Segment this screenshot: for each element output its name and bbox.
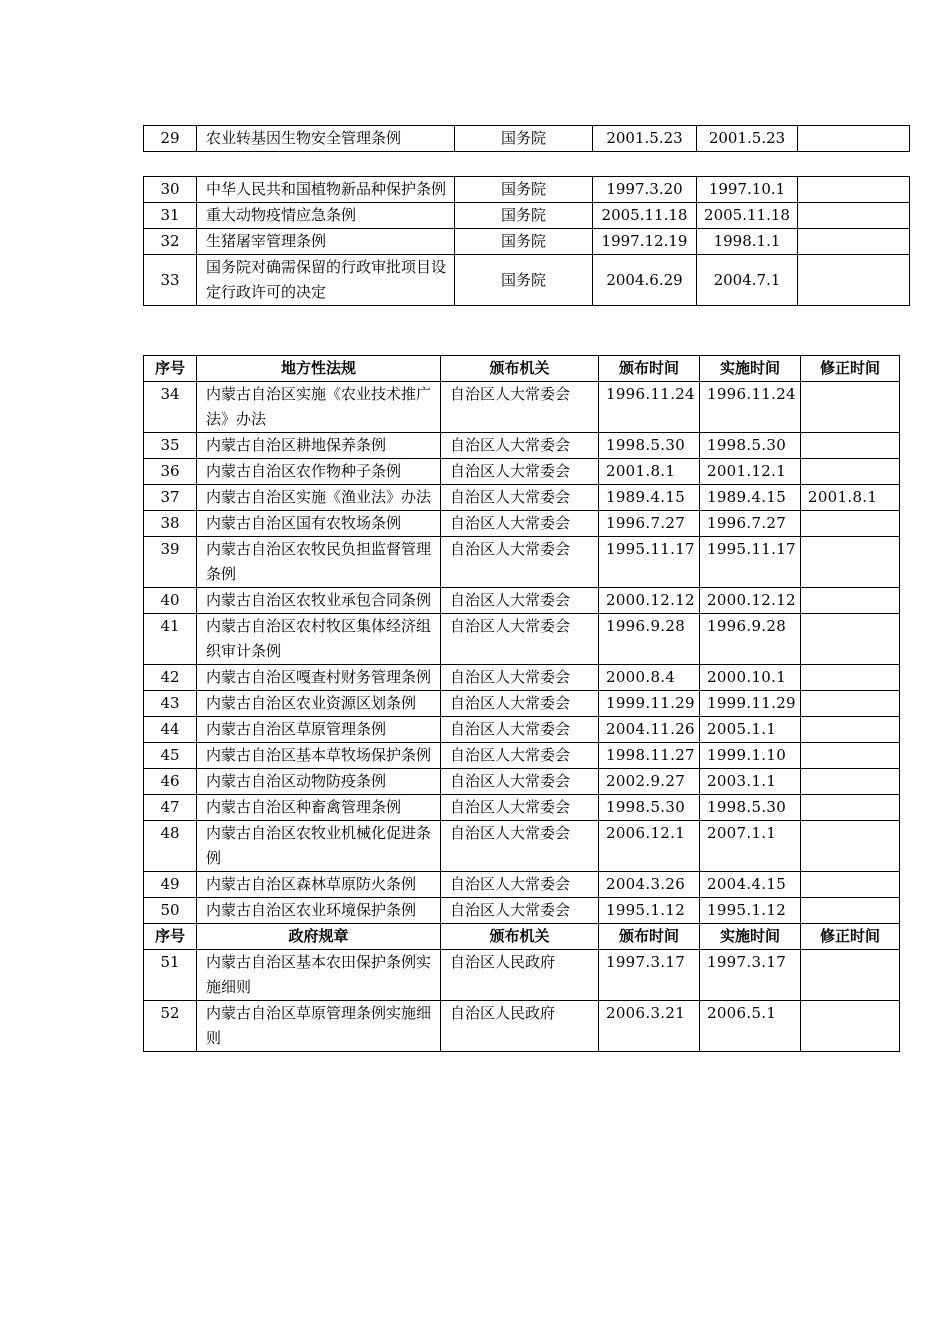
- effective-date: 1997.10.1: [697, 177, 798, 203]
- revision-date: [801, 795, 900, 821]
- revision-date: [798, 126, 910, 152]
- national-regulations-table-part1: [143, 125, 910, 152]
- regulation-name: 内蒙古自治区农牧业承包合同条例: [197, 588, 441, 614]
- issuing-authority: 自治区人大常委会: [441, 511, 599, 537]
- regulation-name: 中华人民共和国植物新品种保护条例: [197, 177, 455, 203]
- issuing-authority: 自治区人大常委会: [441, 872, 599, 898]
- table-row: [144, 795, 900, 821]
- revision-date: [801, 459, 900, 485]
- table-row: [144, 203, 910, 229]
- regulation-name: 农业转基因生物安全管理条例: [197, 126, 455, 152]
- effective-date: 1995.11.17: [700, 537, 801, 588]
- effective-date: 1998.5.30: [700, 795, 801, 821]
- publish-date: 1997.3.20: [593, 177, 697, 203]
- publish-date: 1989.4.15: [599, 485, 700, 511]
- regulation-name: 重大动物疫情应急条例: [197, 203, 455, 229]
- header-no: 序号: [144, 356, 197, 382]
- table-row: [144, 1001, 900, 1052]
- effective-date: 1996.9.28: [700, 614, 801, 665]
- revision-date: [801, 588, 900, 614]
- regulation-name: 内蒙古自治区基本农田保护条例实施细则: [197, 950, 441, 1001]
- table-row: [144, 382, 900, 433]
- table-row: [144, 229, 910, 255]
- issuing-authority: 自治区人大常委会: [441, 382, 599, 433]
- table-row: [144, 769, 900, 795]
- effective-date: 1997.3.17: [700, 950, 801, 1001]
- table-row: [144, 459, 900, 485]
- row-number: 39: [144, 537, 197, 588]
- revision-date: [801, 433, 900, 459]
- row-number: 49: [144, 872, 197, 898]
- issuing-authority: 自治区人大常委会: [441, 537, 599, 588]
- regulation-name: 内蒙古自治区农牧业机械化促进条例: [197, 821, 441, 872]
- revision-date: [801, 691, 900, 717]
- regulation-name: 内蒙古自治区草原管理条例实施细则: [197, 1001, 441, 1052]
- row-number: 51: [144, 950, 197, 1001]
- revision-date: [801, 717, 900, 743]
- header-row: [144, 924, 900, 950]
- issuing-authority: 自治区人民政府: [441, 1001, 599, 1052]
- revision-date: [798, 255, 910, 306]
- table-body: [144, 177, 910, 306]
- row-number: 52: [144, 1001, 197, 1052]
- header-eff: 实施时间: [700, 924, 801, 950]
- header-org: 颁布机关: [441, 356, 599, 382]
- regulation-name: 国务院对确需保留的行政审批项目设定行政许可的决定: [197, 255, 455, 306]
- revision-date: [798, 203, 910, 229]
- row-number: 34: [144, 382, 197, 433]
- issuing-authority: 国务院: [455, 126, 593, 152]
- issuing-authority: 自治区人大常委会: [441, 588, 599, 614]
- regulation-name: 内蒙古自治区动物防疫条例: [197, 769, 441, 795]
- table-row: [144, 898, 900, 924]
- publish-date: 2004.11.26: [599, 717, 700, 743]
- table-row: [144, 255, 910, 306]
- publish-date: 1998.5.30: [599, 433, 700, 459]
- publish-date: 1995.1.12: [599, 898, 700, 924]
- table-row: [144, 485, 900, 511]
- revision-date: [798, 229, 910, 255]
- header-name: 政府规章: [197, 924, 441, 950]
- table-body: [144, 356, 900, 1052]
- row-number: 30: [144, 177, 197, 203]
- local-regulations-table: [143, 355, 900, 1052]
- table-body: [144, 126, 910, 152]
- effective-date: 1989.4.15: [700, 485, 801, 511]
- publish-date: 2002.9.27: [599, 769, 700, 795]
- regulation-name: 内蒙古自治区农业资源区划条例: [197, 691, 441, 717]
- revision-date: [801, 614, 900, 665]
- revision-date: 2001.8.1: [801, 485, 900, 511]
- effective-date: 2001.12.1: [700, 459, 801, 485]
- revision-date: [801, 665, 900, 691]
- row-number: 35: [144, 433, 197, 459]
- regulation-name: 内蒙古自治区农牧民负担监督管理条例: [197, 537, 441, 588]
- issuing-authority: 国务院: [455, 229, 593, 255]
- issuing-authority: 自治区人大常委会: [441, 743, 599, 769]
- issuing-authority: 自治区人大常委会: [441, 614, 599, 665]
- effective-date: 1995.1.12: [700, 898, 801, 924]
- row-number: 45: [144, 743, 197, 769]
- effective-date: 2003.1.1: [700, 769, 801, 795]
- effective-date: 2004.7.1: [697, 255, 798, 306]
- effective-date: 2000.10.1: [700, 665, 801, 691]
- row-number: 48: [144, 821, 197, 872]
- row-number: 42: [144, 665, 197, 691]
- regulation-name: 生猪屠宰管理条例: [197, 229, 455, 255]
- row-number: 29: [144, 126, 197, 152]
- issuing-authority: 自治区人民政府: [441, 950, 599, 1001]
- table-row: [144, 588, 900, 614]
- issuing-authority: 国务院: [455, 177, 593, 203]
- publish-date: 2001.8.1: [599, 459, 700, 485]
- table-row: [144, 821, 900, 872]
- effective-date: 2001.5.23: [697, 126, 798, 152]
- header-pub: 颁布时间: [599, 924, 700, 950]
- publish-date: 2006.12.1: [599, 821, 700, 872]
- publish-date: 1997.3.17: [599, 950, 700, 1001]
- effective-date: 1996.7.27: [700, 511, 801, 537]
- revision-date: [801, 382, 900, 433]
- row-number: 50: [144, 898, 197, 924]
- table-row: [144, 743, 900, 769]
- header-rev: 修正时间: [801, 356, 900, 382]
- table-row: [144, 433, 900, 459]
- row-number: 46: [144, 769, 197, 795]
- regulation-name: 内蒙古自治区基本草牧场保护条例: [197, 743, 441, 769]
- regulation-name: 内蒙古自治区种畜禽管理条例: [197, 795, 441, 821]
- issuing-authority: 国务院: [455, 203, 593, 229]
- publish-date: 2001.5.23: [593, 126, 697, 152]
- row-number: 36: [144, 459, 197, 485]
- regulation-name: 内蒙古自治区嘎查村财务管理条例: [197, 665, 441, 691]
- regulation-name: 内蒙古自治区森林草原防火条例: [197, 872, 441, 898]
- national-regulations-table-part2: [143, 176, 910, 306]
- issuing-authority: 自治区人大常委会: [441, 433, 599, 459]
- revision-date: [798, 177, 910, 203]
- header-no: 序号: [144, 924, 197, 950]
- effective-date: 1998.1.1: [697, 229, 798, 255]
- effective-date: 2004.4.15: [700, 872, 801, 898]
- effective-date: 1999.11.29: [700, 691, 801, 717]
- row-number: 33: [144, 255, 197, 306]
- publish-date: 1998.5.30: [599, 795, 700, 821]
- revision-date: [801, 950, 900, 1001]
- revision-date: [801, 821, 900, 872]
- effective-date: 1998.5.30: [700, 433, 801, 459]
- publish-date: 2006.3.21: [599, 1001, 700, 1052]
- revision-date: [801, 743, 900, 769]
- publish-date: 2000.12.12: [599, 588, 700, 614]
- revision-date: [801, 1001, 900, 1052]
- regulation-name: 内蒙古自治区农业环境保护条例: [197, 898, 441, 924]
- row-number: 47: [144, 795, 197, 821]
- publish-date: 1996.11.24: [599, 382, 700, 433]
- issuing-authority: 自治区人大常委会: [441, 717, 599, 743]
- row-number: 40: [144, 588, 197, 614]
- table-row: [144, 126, 910, 152]
- revision-date: [801, 769, 900, 795]
- publish-date: 1996.7.27: [599, 511, 700, 537]
- header-rev: 修正时间: [801, 924, 900, 950]
- issuing-authority: 自治区人大常委会: [441, 485, 599, 511]
- table-row: [144, 614, 900, 665]
- revision-date: [801, 511, 900, 537]
- issuing-authority: 自治区人大常委会: [441, 665, 599, 691]
- header-name: 地方性法规: [197, 356, 441, 382]
- publish-date: 1996.9.28: [599, 614, 700, 665]
- effective-date: 2005.1.1: [700, 717, 801, 743]
- effective-date: 1999.1.10: [700, 743, 801, 769]
- table-row: [144, 717, 900, 743]
- table-row: [144, 950, 900, 1001]
- row-number: 31: [144, 203, 197, 229]
- publish-date: 2000.8.4: [599, 665, 700, 691]
- regulation-name: 内蒙古自治区耕地保养条例: [197, 433, 441, 459]
- revision-date: [801, 537, 900, 588]
- effective-date: 2007.1.1: [700, 821, 801, 872]
- row-number: 41: [144, 614, 197, 665]
- row-number: 43: [144, 691, 197, 717]
- regulation-name: 内蒙古自治区实施《农业技术推广法》办法: [197, 382, 441, 433]
- effective-date: 1996.11.24: [700, 382, 801, 433]
- revision-date: [801, 898, 900, 924]
- issuing-authority: 国务院: [455, 255, 593, 306]
- publish-date: 1995.11.17: [599, 537, 700, 588]
- publish-date: 2004.6.29: [593, 255, 697, 306]
- regulation-name: 内蒙古自治区农村牧区集体经济组织审计条例: [197, 614, 441, 665]
- issuing-authority: 自治区人大常委会: [441, 898, 599, 924]
- header-pub: 颁布时间: [599, 356, 700, 382]
- header-eff: 实施时间: [700, 356, 801, 382]
- publish-date: 1999.11.29: [599, 691, 700, 717]
- table-row: [144, 872, 900, 898]
- revision-date: [801, 872, 900, 898]
- issuing-authority: 自治区人大常委会: [441, 821, 599, 872]
- row-number: 32: [144, 229, 197, 255]
- regulation-name: 内蒙古自治区国有农牧场条例: [197, 511, 441, 537]
- regulation-name: 内蒙古自治区农作物种子条例: [197, 459, 441, 485]
- table-row: [144, 537, 900, 588]
- publish-date: 2005.11.18: [593, 203, 697, 229]
- row-number: 44: [144, 717, 197, 743]
- header-row: [144, 356, 900, 382]
- table-row: [144, 177, 910, 203]
- effective-date: 2000.12.12: [700, 588, 801, 614]
- row-number: 37: [144, 485, 197, 511]
- issuing-authority: 自治区人大常委会: [441, 691, 599, 717]
- issuing-authority: 自治区人大常委会: [441, 795, 599, 821]
- effective-date: 2005.11.18: [697, 203, 798, 229]
- table-row: [144, 691, 900, 717]
- publish-date: 2004.3.26: [599, 872, 700, 898]
- regulation-name: 内蒙古自治区草原管理条例: [197, 717, 441, 743]
- publish-date: 1998.11.27: [599, 743, 700, 769]
- table-row: [144, 665, 900, 691]
- issuing-authority: 自治区人大常委会: [441, 769, 599, 795]
- header-org: 颁布机关: [441, 924, 599, 950]
- row-number: 38: [144, 511, 197, 537]
- issuing-authority: 自治区人大常委会: [441, 459, 599, 485]
- effective-date: 2006.5.1: [700, 1001, 801, 1052]
- publish-date: 1997.12.19: [593, 229, 697, 255]
- regulation-name: 内蒙古自治区实施《渔业法》办法: [197, 485, 441, 511]
- table-row: [144, 511, 900, 537]
